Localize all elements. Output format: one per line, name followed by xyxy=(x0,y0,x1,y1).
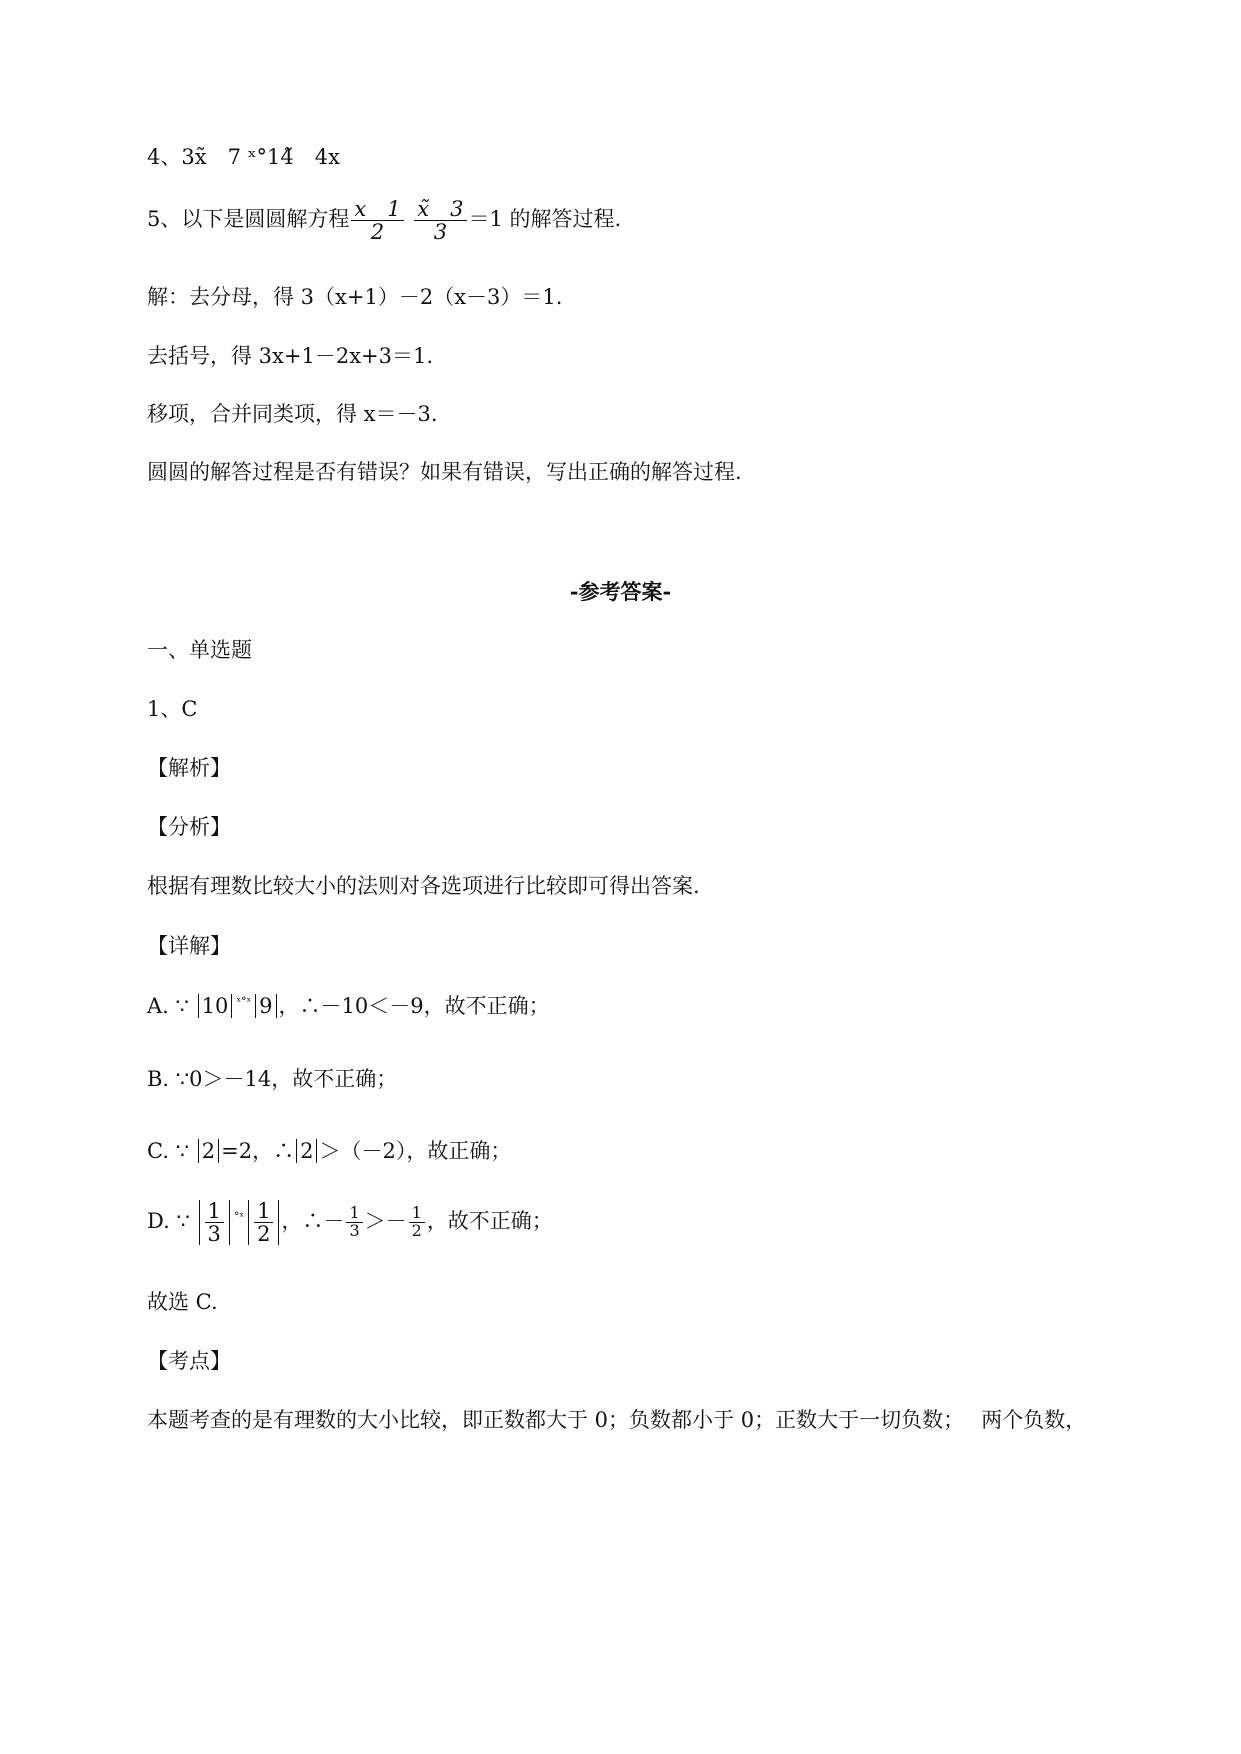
option-d-label: D. xyxy=(147,1209,170,1234)
abs-value-left: 10 xyxy=(198,994,233,1018)
answer-item-1: 1、C xyxy=(147,697,198,721)
detail-tag: 【详解】 xyxy=(147,934,231,958)
abs-value-1: 2 xyxy=(198,1139,219,1163)
compare-mark: ˣ°ˣ xyxy=(236,995,252,1008)
choose-answer: 故选 C. xyxy=(147,1290,218,1314)
compare-mark: °ˣ xyxy=(233,1210,245,1224)
because-symbol: ∵ xyxy=(176,1209,190,1234)
option-c xyxy=(147,1135,511,1165)
option-c-label: C. xyxy=(147,1139,169,1163)
solution-line-2: 去括号，得 3x+1－2x+3＝1. xyxy=(147,344,434,368)
kaodian-tag: 【考点】 xyxy=(147,1349,231,1373)
question-5 xyxy=(147,198,621,243)
abs-value-right: 9 xyxy=(255,994,276,1018)
option-a-label: A. xyxy=(147,994,169,1018)
abs-value-2: 2 xyxy=(296,1139,317,1163)
because-symbol: ∵ xyxy=(175,1139,190,1163)
option-d xyxy=(147,1200,553,1245)
analysis-tag: 【解析】 xyxy=(147,756,231,780)
answers-heading: -参考答案- xyxy=(569,579,672,604)
q5-suffix: ＝1 的解答过程. xyxy=(468,207,622,232)
fraction-4: $\frac{1}{2}$ xyxy=(409,1205,425,1240)
q5-prefix: 5、以下是圆圆解方程 xyxy=(147,207,350,232)
option-b xyxy=(147,1063,397,1093)
option-d-gt: ＞－ xyxy=(364,1209,407,1234)
solution-line-3: 移项，合并同类项，得 x＝－3. xyxy=(147,402,438,426)
section-title: 一、单选题 xyxy=(147,638,252,662)
kaodian-text: 本题考查的是有理数的大小比较，即正数都大于 0；负数都小于 0；正数大于一切负数； 两个负数， xyxy=(147,1408,1087,1432)
option-c-rest: ＞（－2），故正确； xyxy=(319,1139,512,1163)
option-d-mid: ，∴－ xyxy=(281,1209,345,1234)
option-b-text: ∵0＞－14，故不正确； xyxy=(175,1067,398,1091)
option-c-mid: =2，∴ xyxy=(221,1139,295,1163)
fraction-3: $\frac{1}{3}$ xyxy=(346,1205,362,1240)
option-a-rest: ，∴－10＜－9，故不正确； xyxy=(278,994,550,1018)
abs-fraction-1: $\frac{1}{3}$ xyxy=(199,1200,230,1245)
because-symbol: ∵ xyxy=(175,994,189,1018)
abs-fraction-2: $\frac{1}{2}$ xyxy=(248,1200,279,1245)
q5-fraction-2: $\frac{x̃ 3}{3}$ xyxy=(414,198,466,243)
q5-fraction-1: $\frac{x 1}{2}$ xyxy=(351,198,403,243)
solution-line-1: 解：去分母，得 3（x+1）－2（x－3）＝1. xyxy=(147,285,563,309)
solution-line-4: 圆圆的解答过程是否有错误？如果有错误，写出正确的解答过程. xyxy=(147,460,742,484)
option-a xyxy=(147,990,550,1020)
fenxi-text: 根据有理数比较大小的法则对各选项进行比较即可得出答案. xyxy=(147,874,700,898)
question-4: 4、3x̃ 7 ˣ°14̃ 4x xyxy=(147,145,340,169)
option-b-label: B. xyxy=(147,1067,170,1091)
option-d-rest: ，故不正确； xyxy=(426,1209,553,1234)
fenxi-tag: 【分析】 xyxy=(147,815,231,839)
